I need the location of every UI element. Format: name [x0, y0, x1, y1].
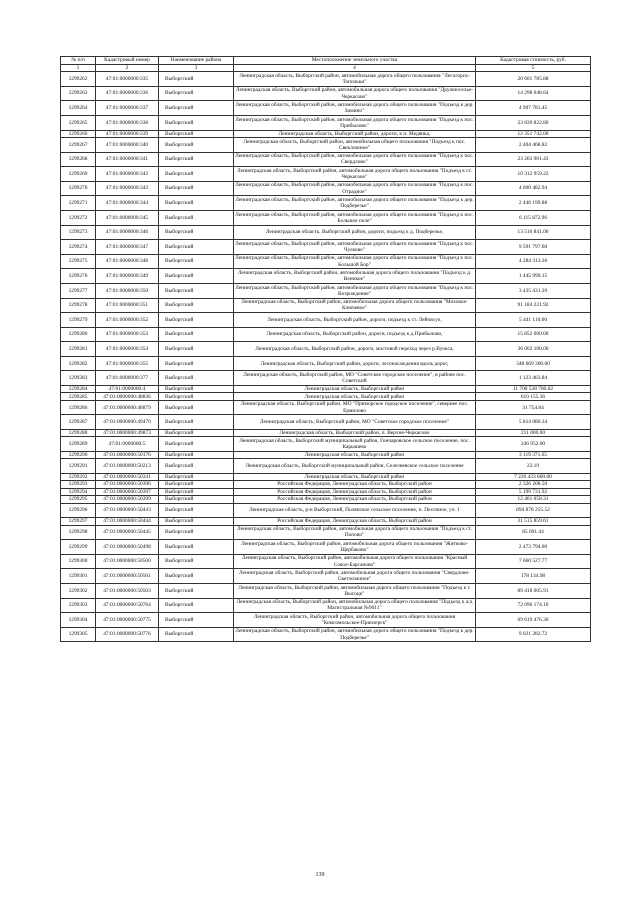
location-cell: Ленинградская область, Выборгский район, дороги, к п. Медянка, — [234, 130, 476, 137]
district-cell: Выборгский — [159, 356, 234, 371]
cadastral-number-cell: 47:01:0000000:353 — [96, 327, 159, 342]
table-row — [61, 496, 591, 503]
cadastral-number-cell: 47:01:0000000:343 — [96, 181, 159, 196]
row-number-cell: 1299302 — [61, 583, 96, 598]
district-cell: Выборгский — [159, 342, 234, 357]
cadastral-value-cell: 13 510 841.00 — [476, 225, 591, 240]
district-cell: Выборгский — [159, 269, 234, 284]
cadastral-value-cell: 2 473 794.00 — [476, 540, 591, 555]
location-cell: Ленинградская область, Выборгский район, автомобильная дорога общего пользования "Свердлово-Светлозачное" — [234, 569, 476, 584]
cadastral-value-cell: 246 952.00 — [476, 437, 591, 452]
column-number-row — [61, 65, 591, 72]
table-row — [61, 152, 591, 167]
table-row — [61, 342, 591, 357]
district-cell: Выборгский — [159, 393, 234, 400]
row-number-cell: 1299287 — [61, 415, 96, 430]
row-number-cell: 1299262 — [61, 72, 96, 87]
table-body — [61, 72, 591, 642]
table-row — [61, 115, 591, 130]
row-number-cell: 1299286 — [61, 400, 96, 415]
table-row — [61, 488, 591, 495]
location-cell: Ленинградская область, Выборгский район, автомобильная дорога общего пользования "Красный Сокол-Барсаново" — [234, 554, 476, 569]
cadastral-number-cell: 47:01:0000000:50775 — [96, 613, 159, 628]
cadastral-number-cell: 47:01:0000000:50176 — [96, 452, 159, 459]
district-cell: Выборгский — [159, 613, 234, 628]
cadastral-number-cell: 47:01:0000000:50443 — [96, 503, 159, 518]
district-cell: Выборгский — [159, 298, 234, 313]
cadastral-number-cell: 47:01:0000000:4 — [96, 386, 159, 393]
district-cell: Выборгский — [159, 415, 234, 430]
cadastral-number-cell: 47:01:0000000:50445 — [96, 525, 159, 540]
district-cell: Выборгский — [159, 583, 234, 598]
row-number-cell: 1299295 — [61, 496, 96, 503]
table-row — [61, 313, 591, 328]
cadastral-number-cell: 47:01:0000000:355 — [96, 356, 159, 371]
district-cell: Выборгский — [159, 474, 234, 481]
location-cell: Ленинградская область, Выборгский район, автомобильная дорога общего пользования "Подъезд к г. Высоцк" — [234, 583, 476, 598]
row-number-cell: 1299272 — [61, 210, 96, 225]
cadastral-value-cell: 2 326 208.50 — [476, 481, 591, 488]
table-row — [61, 210, 591, 225]
cadastral-number-cell: 47:01:0000000:50498 — [96, 540, 159, 555]
district-cell: Выборгский — [159, 181, 234, 196]
cadastral-value-cell: 36 062 100.00 — [476, 342, 591, 357]
cadastral-value-cell: 12 351 742.00 — [476, 130, 591, 137]
table-row — [61, 415, 591, 430]
location-cell: Ленинградская область, Выборгский район, автомобильная дорога общего пользования "Подъезд к пос. Отрадное" — [235, 182, 474, 195]
district-cell: Выборгский — [159, 518, 234, 525]
table-row — [61, 283, 591, 298]
cadastral-value-cell: 2 446 199.88 — [476, 196, 591, 211]
cadastral-number-cell: 47:01:0000000:338 — [96, 115, 159, 130]
row-number-cell: 1299303 — [61, 598, 96, 613]
row-number-cell: 1299284 — [61, 386, 96, 393]
header-row — [61, 57, 591, 65]
district-cell: Выборгский — [159, 137, 234, 152]
district-cell: Выборгский — [159, 72, 234, 87]
location-cell: Ленинградская область, Выборгский район — [234, 393, 476, 400]
row-number-cell: 1299288 — [61, 430, 96, 437]
row-number-cell: 1299266 — [61, 130, 96, 137]
district-cell: Выборгский — [159, 569, 234, 584]
cadastral-value-cell: 9 021 282.72 — [476, 627, 591, 642]
cadastral-number-cell: 47:01:0000000:49470 — [96, 415, 159, 430]
cadastral-number-cell: 47:01:0000000:377 — [96, 371, 159, 386]
row-number-cell: 1299297 — [61, 518, 96, 525]
cadastral-number-cell: 47:01:0000000:340 — [96, 137, 159, 152]
location-cell: Ленинградская область, Выборгский район, автомобильная дорога общего пользования "Подъезд к пос. Свердлово" — [235, 153, 474, 166]
location-cell: Ленинградская область, Выборгский район, автомобильная дорога общего пользования "Подъезд к пос. Прибылово" — [235, 116, 474, 129]
table-row — [61, 196, 591, 211]
district-cell: Выборгский — [159, 130, 234, 137]
district-cell: Выборгский — [159, 430, 234, 437]
table-row — [61, 386, 591, 393]
cadastral-value-cell: 22.19 — [476, 459, 591, 474]
district-cell: Выборгский — [159, 459, 234, 474]
district-cell: Выборгский — [159, 152, 234, 167]
location-cell: Ленинградская область, Выборгский район, автомобильная дорога общего пользования "Подъезд к д. Веникое" — [234, 269, 476, 284]
cadastral-value-cell: 4 907 781.45 — [476, 101, 591, 116]
district-cell: Выборгский — [159, 496, 234, 503]
row-number-cell: 1299299 — [61, 540, 96, 555]
row-number-cell: 1299296 — [61, 503, 96, 518]
row-number-cell: 1299304 — [61, 613, 96, 628]
table-row — [61, 437, 591, 452]
district-cell: Выборгский — [159, 210, 234, 225]
cadastral-number-cell: 47:01:0000000:50397 — [96, 488, 159, 495]
cadastral-number-cell: 47:01:0000000:348 — [96, 254, 159, 269]
table-row — [61, 254, 591, 269]
location-cell: Ленинградская область, Выборгский район, автомобильная дорога общего пользования "Подъезд к ст. Черкасово" — [234, 167, 476, 182]
cadastral-table — [60, 56, 591, 642]
location-cell: Ленинградская область, Выборгский район, автомобильная дорога общего пользования "Житково-Щербаково" — [234, 540, 476, 555]
table-row — [61, 130, 591, 137]
district-cell: Выборгский — [159, 225, 234, 240]
page-number: 139 — [315, 872, 325, 878]
location-cell: Ленинградская область, Выборгский район — [234, 452, 476, 459]
district-cell: Выборгский — [159, 503, 234, 518]
table-row — [61, 627, 591, 642]
table-row — [61, 371, 591, 386]
cadastral-value-cell: 6 115 872.96 — [476, 210, 591, 225]
cadastral-value-cell: 72 096 174.10 — [476, 598, 591, 613]
row-number-cell: 1299300 — [61, 554, 96, 569]
cadastral-number-cell: 47:01:0000000:50341 — [96, 474, 159, 481]
cadastral-value-cell: 11 700 538 780.02 — [476, 386, 591, 393]
cadastral-value-cell: 20 601 785.88 — [476, 72, 591, 87]
cadastral-number-cell: 47:01:0000000:344 — [96, 196, 159, 211]
row-number-cell: 1299267 — [61, 137, 96, 152]
location-cell: Ленинградская область, Выборгский район, автомобильная дорога общего пользования "Дружноселье-Черкасово" — [234, 86, 476, 101]
header-cadastral-number: Кадастровый номер — [96, 57, 159, 65]
row-number-cell: 1299278 — [61, 298, 96, 313]
row-number-cell: 1299268 — [61, 152, 96, 167]
table-row — [61, 474, 591, 481]
cadastral-value-cell: 89 418 005.91 — [476, 583, 591, 598]
row-number-cell: 1299289 — [61, 437, 96, 452]
location-cell: Ленинградская область, Выборгский район, МО "Советское городское поселение", в районе пос. Советский — [234, 371, 476, 386]
row-number-cell: 1299291 — [61, 459, 96, 474]
cadastral-number-cell: 47:01:0000000:345 — [96, 210, 159, 225]
location-cell: Ленинградская область, Выборгский район, автомобильная дорога общего пользования "Подъезд к пос. Большой Бор" — [235, 255, 474, 268]
row-number-cell: 1299276 — [61, 269, 96, 284]
district-cell: Выборгский — [159, 400, 234, 415]
cadastral-value-cell: 23 839 822.80 — [476, 115, 591, 130]
location-cell: Ленинградская область, Выборгский район, автомобильная дорога общего пользования "Подъезд к дер. Подберезье" — [235, 628, 474, 641]
cadastral-value-cell: 69 619 476.36 — [476, 613, 591, 628]
column-number: 3 — [159, 65, 234, 72]
cadastral-number-cell: 47:01:0000000:48836 — [96, 393, 159, 400]
row-number-cell: 1299265 — [61, 115, 96, 130]
location-cell: Ленинградская область, Выборгский район, дороги, лесонасаждения вдоль дорог, — [234, 356, 476, 371]
row-number-cell: 1299279 — [61, 313, 96, 328]
location-cell: Российская Федерация, Ленинградская область, Выборгский район — [234, 518, 476, 525]
cadastral-number-cell: 47:01:0000000:352 — [96, 313, 159, 328]
cadastral-value-cell: 31 515 859.61 — [476, 518, 591, 525]
location-cell: Ленинградская область, Выборгский район — [234, 474, 476, 481]
location-cell: Ленинградская область, Выборгский район, автомобильная дорога общего пользования "Подъезд к пос. Чулково" — [235, 240, 474, 253]
table-row — [61, 525, 591, 540]
table-row — [61, 481, 591, 488]
header-value: Кадастровая стоимость, руб. — [476, 57, 591, 65]
table-row — [61, 613, 591, 628]
cadastral-number-cell: 47:01:0000000:341 — [96, 152, 159, 167]
row-number-cell: 1299263 — [61, 86, 96, 101]
table-row — [61, 430, 591, 437]
district-cell: Выборгский — [159, 240, 234, 255]
cadastral-value-cell: 5 199 731.92 — [476, 488, 591, 495]
table-row — [61, 137, 591, 152]
district-cell: Выборгский — [159, 437, 234, 452]
row-number-cell: 1299305 — [61, 627, 96, 642]
table-row — [61, 583, 591, 598]
cadastral-number-cell: 47:01:0000000:335 — [96, 72, 159, 87]
cadastral-number-cell: 47:01:0000000:336 — [96, 86, 159, 101]
location-cell: Ленинградская область, Выборгский район — [234, 386, 476, 393]
cadastral-value-cell: 23 263 901.43 — [476, 152, 591, 167]
column-number: 4 — [234, 65, 476, 72]
location-cell: Российская Федерация, Ленинградская область, Выборгский район — [234, 488, 476, 495]
row-number-cell: 1299270 — [61, 181, 96, 196]
column-number: 2 — [96, 65, 159, 72]
cadastral-number-cell: 47:01:0000000:49873 — [96, 430, 159, 437]
row-number-cell: 1299298 — [61, 525, 96, 540]
column-number: 5 — [476, 65, 591, 72]
location-cell: Ленинградская область, Выборгский район, автомобильная дорога общего пользования "Моховое-Ключевое" — [234, 298, 476, 313]
location-cell: Российская Федерация, Ленинградская область, Выборгский район — [234, 481, 476, 488]
location-cell: Ленинградская область, Выборгский район, дороги, мостовой переход через р.Вуокса, — [234, 342, 476, 357]
cadastral-number-cell: 47:01:0000000:350 — [96, 283, 159, 298]
cadastral-value-cell: 3 119 371.65 — [476, 452, 591, 459]
cadastral-value-cell: 5 441 110.00 — [476, 313, 591, 328]
cadastral-number-cell: 47:01:0000000:337 — [96, 101, 159, 116]
row-number-cell: 1299275 — [61, 254, 96, 269]
row-number-cell: 1299283 — [61, 371, 96, 386]
table-row — [61, 269, 591, 284]
table-row — [61, 518, 591, 525]
row-number-cell: 1299290 — [61, 452, 96, 459]
district-cell: Выборгский — [159, 627, 234, 642]
cadastral-number-cell: 47:01:0000000:50501 — [96, 569, 159, 584]
cadastral-number-cell: 47:01:0000000:5 — [96, 437, 159, 452]
table-row — [61, 452, 591, 459]
cadastral-value-cell: 2 404 468.82 — [476, 137, 591, 152]
cadastral-value-cell: 7 220 433 800.00 — [476, 474, 591, 481]
location-cell: Ленинградская область, Выборгский район, автомобильная дорога общего пользования "Лесогорск-Топольки" — [234, 72, 476, 87]
cadastral-number-cell: 47:01:0000000:48879 — [96, 400, 159, 415]
cadastral-number-cell: 47:01:0000000:50500 — [96, 554, 159, 569]
district-cell: Выборгский — [159, 598, 234, 613]
cadastral-number-cell: 47:01:0000000:351 — [96, 298, 159, 313]
table-row — [61, 298, 591, 313]
table-row — [61, 225, 591, 240]
row-number-cell: 1299273 — [61, 225, 96, 240]
table-row — [61, 554, 591, 569]
table-row — [61, 356, 591, 371]
cadastral-number-cell: 47:01:0000000:50776 — [96, 627, 159, 642]
row-number-cell: 1299285 — [61, 393, 96, 400]
district-cell: Выборгский — [159, 327, 234, 342]
cadastral-value-cell: 178 134.98 — [476, 569, 591, 584]
table-row — [61, 540, 591, 555]
table-row — [61, 459, 591, 474]
table-row — [61, 503, 591, 518]
district-cell: Выборгский — [159, 254, 234, 269]
cadastral-number-cell: 47:01:0000000:354 — [96, 342, 159, 357]
cadastral-value-cell: 3 435 431.20 — [476, 283, 591, 298]
district-cell: Выборгский — [159, 196, 234, 211]
table-row — [61, 393, 591, 400]
cadastral-number-cell: 47:01:0000000:347 — [96, 240, 159, 255]
district-cell: Выборгский — [159, 86, 234, 101]
header-location: Местоположение земельного участка — [234, 57, 476, 65]
cadastral-number-cell: 47:01:0000000:339 — [96, 130, 159, 137]
cadastral-value-cell: 4 000 482.94 — [476, 181, 591, 196]
district-cell: Выборгский — [159, 540, 234, 555]
cadastral-document — [60, 56, 590, 642]
cadastral-value-cell: 10 312 959.22 — [476, 167, 591, 182]
cadastral-value-cell: 5 814 080.34 — [476, 415, 591, 430]
table-row — [61, 181, 591, 196]
location-cell: Ленинградская область, Выборгский район, автомобильная дорога общего пользования "Комсомольское-Приозерск" — [234, 613, 476, 628]
cadastral-value-cell: 7 660 527.77 — [476, 554, 591, 569]
row-number-cell: 1299274 — [61, 240, 96, 255]
table-row — [61, 86, 591, 101]
location-cell: Ленинградская область, Выборгский район, автомобильная общего пользования "Подъезд к пос. Свеклошное" — [234, 137, 476, 152]
cadastral-number-cell: 47:01:0000000:50213 — [96, 459, 159, 474]
location-cell: Ленинградская область, Выборгский район, дороги, подъезд к д. Подберезье, — [234, 225, 476, 240]
location-cell: Ленинградская область, Выборгский район, автомобильная дорога общего пользования "Подъезд к ст. Попово" — [234, 525, 476, 540]
table-row — [61, 598, 591, 613]
district-cell: Выборгский — [159, 283, 234, 298]
cadastral-number-cell: 47:01:0000000:349 — [96, 269, 159, 284]
district-cell: Выборгский — [159, 167, 234, 182]
cadastral-value-cell: 15 852 000.00 — [476, 327, 591, 342]
district-cell: Выборгский — [159, 115, 234, 130]
row-number-cell: 1299277 — [61, 283, 96, 298]
cadastral-value-cell: 4 284 313.36 — [476, 254, 591, 269]
row-number-cell: 1299271 — [61, 196, 96, 211]
cadastral-number-cell: 47:01:0000000:50444 — [96, 518, 159, 525]
row-number-cell: 1299301 — [61, 569, 96, 584]
column-number: 1 — [61, 65, 96, 72]
district-cell: Выборгский — [159, 554, 234, 569]
location-cell: Ленинградская область, Выборгский район, дороги, подъезд к д.Прибылово, — [234, 327, 476, 342]
location-cell: Ленинградская область, Выборгский муниципальный район, Гончаровское сельское поселение, пос. Карышево — [234, 437, 476, 452]
location-cell: Ленинградская область, Выборгский район, автомобильная дорога общего пользования "Подъезд к а/д Магистральная №9011" — [234, 598, 476, 613]
cadastral-value-cell: 348 669 300.00 — [476, 356, 591, 371]
table-row — [61, 240, 591, 255]
district-cell: Выборгский — [159, 525, 234, 540]
location-cell: Ленинградская область, Выборгский муниципальный район, Селезневское сельское поселение — [234, 459, 476, 474]
district-cell: Выборгский — [159, 371, 234, 386]
cadastral-value-cell: 894 878 255.52 — [476, 503, 591, 518]
cadastral-number-cell: 47:01:0000000:50399 — [96, 496, 159, 503]
cadastral-value-cell: 610 155.36 — [476, 393, 591, 400]
row-number-cell: 1299264 — [61, 101, 96, 116]
row-number-cell: 1299292 — [61, 474, 96, 481]
district-cell: Выборгский — [159, 101, 234, 116]
table-row — [61, 72, 591, 87]
district-cell: Выборгский — [159, 386, 234, 393]
cadastral-value-cell: 9 591 797.60 — [476, 240, 591, 255]
district-cell: Выборгский — [159, 481, 234, 488]
table-row — [61, 569, 591, 584]
location-cell: Ленинградская область, Выборгский район, автомобильная дорога общего пользования "Подъезд к пос. Возрождение" — [235, 284, 474, 297]
header-number: № п/п — [61, 57, 96, 65]
row-number-cell: 1299282 — [61, 356, 96, 371]
location-cell: Ленинградская область, Выборгский район, автомобильная дорога общего пользования "Подъезд к дер. Зимино" — [235, 101, 474, 115]
cadastral-number-cell: 47:01:0000000:50503 — [96, 583, 159, 598]
location-cell: Ленинградская область, Выборгский район, автомобильная дорога общего пользования "Подъезд к пос. Большое поле" — [235, 211, 474, 224]
row-number-cell: 1299294 — [61, 488, 96, 495]
district-cell: Выборгский — [159, 452, 234, 459]
district-cell: Выборгский — [159, 313, 234, 328]
cadastral-value-cell: 85 691.44 — [476, 525, 591, 540]
cadastral-number-cell: 47:01:0000000:342 — [96, 167, 159, 182]
district-cell: Выборгский — [159, 488, 234, 495]
cadastral-value-cell: 211 000.00 — [476, 430, 591, 437]
location-cell: Ленинградская область, Выборгский район, п. Верхне-Черкасово — [234, 430, 476, 437]
cadastral-value-cell: 91 184 221.92 — [476, 298, 591, 313]
table-row — [61, 400, 591, 415]
cadastral-number-cell: 47:01:0000000:50396 — [96, 481, 159, 488]
table-row — [61, 167, 591, 182]
cadastral-number-cell: 47:01:0000000:346 — [96, 225, 159, 240]
cadastral-value-cell: 14 298 048.64 — [476, 86, 591, 101]
cadastral-number-cell: 47:01:0000000:50764 — [96, 598, 159, 613]
cadastral-value-cell: 31 754.84 — [476, 400, 591, 415]
row-number-cell: 1299269 — [61, 167, 96, 182]
location-cell: Ленинградская область, Выборгский район, автомобильная дорога общего пользования "Подъезд к дер. Подберезье" — [235, 196, 474, 210]
row-number-cell: 1299293 — [61, 481, 96, 488]
cadastral-value-cell: 1 123 463.84 — [476, 371, 591, 386]
location-cell: Российская Федерация, Ленинградская область, Выборгский район — [234, 496, 476, 503]
location-cell: Ленинградская область, Выборгский район, МО "Советское городское поселение" — [234, 415, 476, 430]
row-number-cell: 1299280 — [61, 327, 96, 342]
header-district: Наименование района — [159, 57, 234, 65]
table-row — [61, 101, 591, 116]
location-cell: Ленинградская область, р-н Выборгский, Полянское сельское поселение, п. Песочное, уч. 1 — [234, 503, 476, 518]
location-cell: Ленинградская область, Выборгский район, дороги, подъезд к ст. Лейпясуо, — [234, 313, 476, 328]
table-row — [61, 327, 591, 342]
cadastral-value-cell: 12 461 058.31 — [476, 496, 591, 503]
row-number-cell: 1299281 — [61, 342, 96, 357]
location-cell: Ленинградская область, Выборгский район, МО "Приморское городское поселение", севернее пос. Ермилово — [234, 400, 476, 415]
cadastral-value-cell: 1 445 999.15 — [476, 269, 591, 284]
